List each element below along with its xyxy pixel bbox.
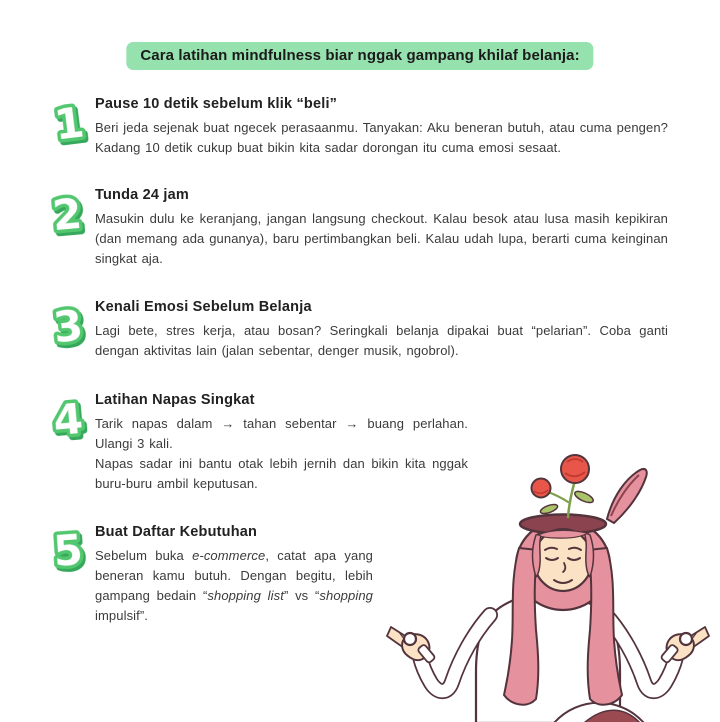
step-number: 2 bbox=[50, 188, 84, 241]
step-heading: Kenali Emosi Sebelum Belanja bbox=[95, 299, 312, 315]
head-lid-flap bbox=[607, 469, 647, 523]
flower-large bbox=[561, 455, 589, 483]
page-title: Cara latihan mindfulness biar nggak gampang khilaf belanja: bbox=[140, 47, 580, 64]
step-body: Sebelum buka e-commerce, catat apa yang beneran kamu butuh. Dengan begitu, lebih gampang bedain “shopping list” vs “shopping impulsif”. bbox=[95, 548, 373, 623]
flowers bbox=[532, 455, 595, 517]
step-item-5 bbox=[95, 524, 373, 626]
right-hand-mudra bbox=[660, 627, 709, 663]
step-heading: Tunda 24 jam bbox=[95, 187, 189, 203]
flower-small bbox=[532, 479, 551, 498]
step-item-3 bbox=[95, 299, 668, 361]
step-number-badge bbox=[38, 388, 99, 449]
step-body: Tarik napas dalam → tahan sebentar → buang perlahan. Ulangi 3 kali. bbox=[95, 416, 468, 451]
step-body: Beri jeda sejenak buat ngecek perasaanmu. Tanyakan: Aku beneran butuh, atau cuma pengen? Kadang 10 detik cukup buat bikin kita sadar dorongan itu cuma emosi sesaat. bbox=[95, 120, 668, 155]
step-number: 1 bbox=[51, 97, 87, 150]
title-banner bbox=[126, 42, 593, 70]
left-hand-mudra bbox=[387, 627, 436, 663]
meditating-woman-illustration bbox=[378, 440, 720, 722]
step-heading: Latihan Napas Singkat bbox=[95, 392, 255, 408]
step-body: Napas sadar ini bantu otak lebih jernih dan bikin kita nggak buru-buru ambil keputusan. bbox=[95, 456, 468, 491]
step-heading: Buat Daftar Kebutuhan bbox=[95, 524, 258, 540]
step-number: 5 bbox=[51, 525, 85, 576]
step-item-2 bbox=[95, 187, 668, 269]
step-number-badge bbox=[37, 294, 99, 356]
step-number-badge bbox=[38, 519, 98, 579]
step-body: Lagi bete, stres kerja, atau bosan? Seringkali belanja dipakai buat “pelarian”. Coba ganti dengan aktivitas lain (jalan sebentar, denger musik, ngobrol). bbox=[95, 323, 668, 358]
step-number: 3 bbox=[51, 300, 86, 353]
step-number: 4 bbox=[51, 393, 85, 446]
step-number-badge bbox=[37, 183, 98, 244]
step-body: Masukin dulu ke keranjang, jangan langsung checkout. Kalau besok atau lusa masih kepikiran (dan memang ada gunanya), baru pertimbangkan beli. Kalau udah lupa, berarti cuma keinginan singkat aja. bbox=[95, 211, 668, 266]
step-number-badge bbox=[38, 91, 100, 153]
step-item-1 bbox=[95, 96, 668, 158]
step-heading: Pause 10 detik sebelum klik “beli” bbox=[95, 96, 338, 112]
